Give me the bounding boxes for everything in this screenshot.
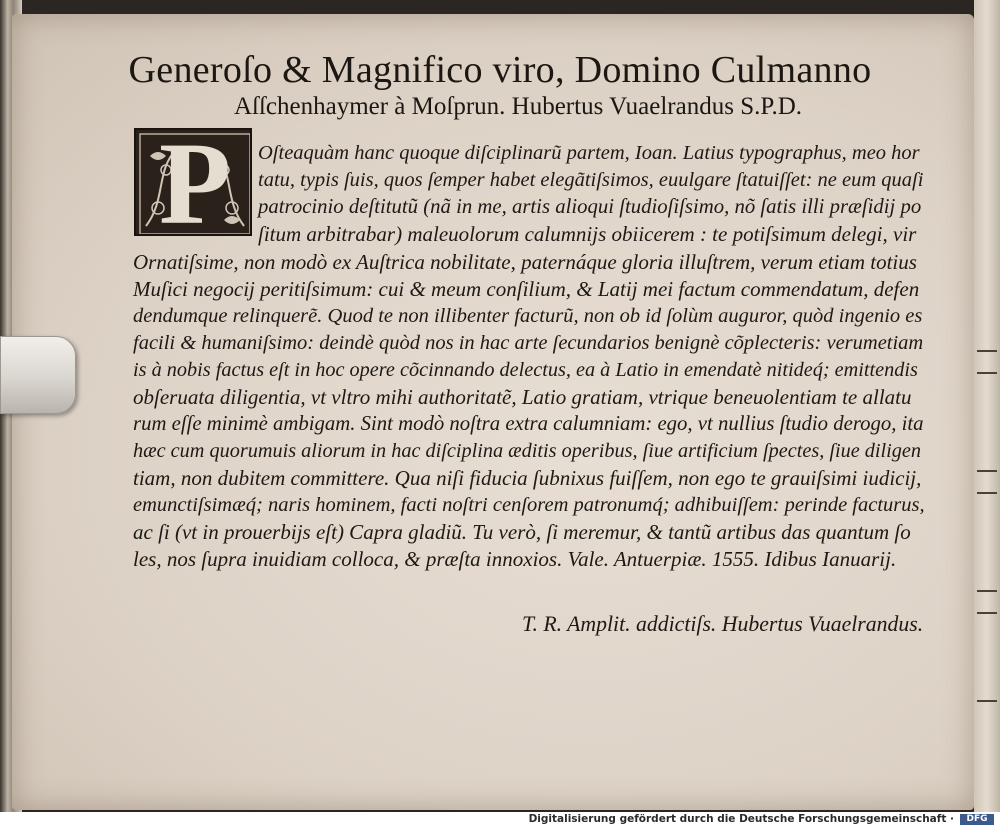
initial-letter: P [158, 128, 232, 236]
staff-line [977, 350, 997, 352]
body-line: Muſici negocij peritiſsimum: cui & meum conſilium, & Latij mei factum commendatum, defen [133, 277, 920, 301]
body-line: ac ſi (vt in prouerbijs eſt) Capra gladiũ. Tu verò, ſi meremur, & tantũ artibus das quantum ſo [133, 520, 911, 544]
body-line: hæc cum quorumuis aliorum in hac diſciplina æditis operibus, ſiue artificium ſpectes, ſiue diligen [133, 440, 921, 462]
body-line: les, nos ſupra inuidiam colloca, & præſta innoxios. Vale. Antuerpiæ. 1555. Idibus Ianuarij. [133, 547, 897, 571]
body-line: rum eſſe minimè ambigam. Sint modò noſtra extra calumniam: ego, vt nullius ſtudio derogo, ita [133, 413, 924, 435]
staff-line [977, 700, 997, 702]
body-line: patrocinio deſtitutũ (nã in me, artis alioqui ſtudioſiſsimo, nõ ſatis illi præſidij po [258, 196, 922, 218]
body-line: tatu, typis ſuis, quos ſemper habet elegãtiſsimos, euulgare ſtatuiſſet: ne eum quaſi [258, 169, 924, 191]
body-line: emunctiſsimæq́; naris hominem, facti noſtri cenſorem patronumq́; adhibuiſſem: perinde facturus, [133, 494, 925, 516]
body-line: is à nobis factus eſt in hoc opere cõcinnando delectus, ea à Latio in emendatè nitideq́; emittendis [133, 359, 918, 381]
body-line: Ornatiſsime, non modò ex Auſtrica nobilitate, paternáque gloria illuſtrem, verum etiam totius [133, 250, 917, 274]
body-line: facili & humaniſsimo: deindè quòd nos in hac arte ſecundarios benignè cõplecteris: verumetiam [133, 332, 924, 354]
body-line: dendumque relinquerẽ. Quod te non illibenter facturũ, non ob id ſolùm auguror, quòd ingenio es [133, 305, 923, 327]
staff-line [977, 372, 997, 374]
staff-line [977, 470, 997, 472]
facing-page-edge [974, 0, 1000, 812]
staff-line [977, 590, 997, 592]
body-line: obſeruata diligentia, vt vltro mihi authoritatẽ, Latio gratiam, vtrique beneuolentiam te allatu [133, 385, 912, 409]
decorated-initial [134, 128, 252, 236]
body-line: Oſteaquàm hanc quoque diſciplinarũ partem, Ioan. Latius typographus, meo hor [258, 142, 920, 164]
digitization-footer [0, 812, 1000, 827]
dfg-logo[interactable]: DFG [960, 814, 994, 825]
staff-line [977, 492, 997, 494]
dedication-title-line-1: Generoſo & Magnifico viro, Domino Culmanno [128, 49, 872, 91]
funding-credit: Digitalisierung gefördert durch die Deutsche Forschungsgemeinschaft · [528, 813, 954, 825]
page-clip [0, 336, 76, 414]
body-line: tiam, non dubitem committere. Qua niſi fiducia ſubnixus fuiſſem, non ego te grauiſsimi iudicij, [133, 466, 922, 490]
staff-line [977, 612, 997, 614]
signature-line: T. R. Amplit. addictiſs. Hubertus Vuaelrandus. [522, 612, 924, 636]
dedication-title-line-2: Aſſchenhaymer à Moſprun. Hubertus Vuaelrandus S.P.D. [233, 93, 803, 120]
body-line: ſitum arbitrabar) maleuolorum calumnijs obiicerem : te potiſsimum delegi, vir [258, 222, 917, 246]
